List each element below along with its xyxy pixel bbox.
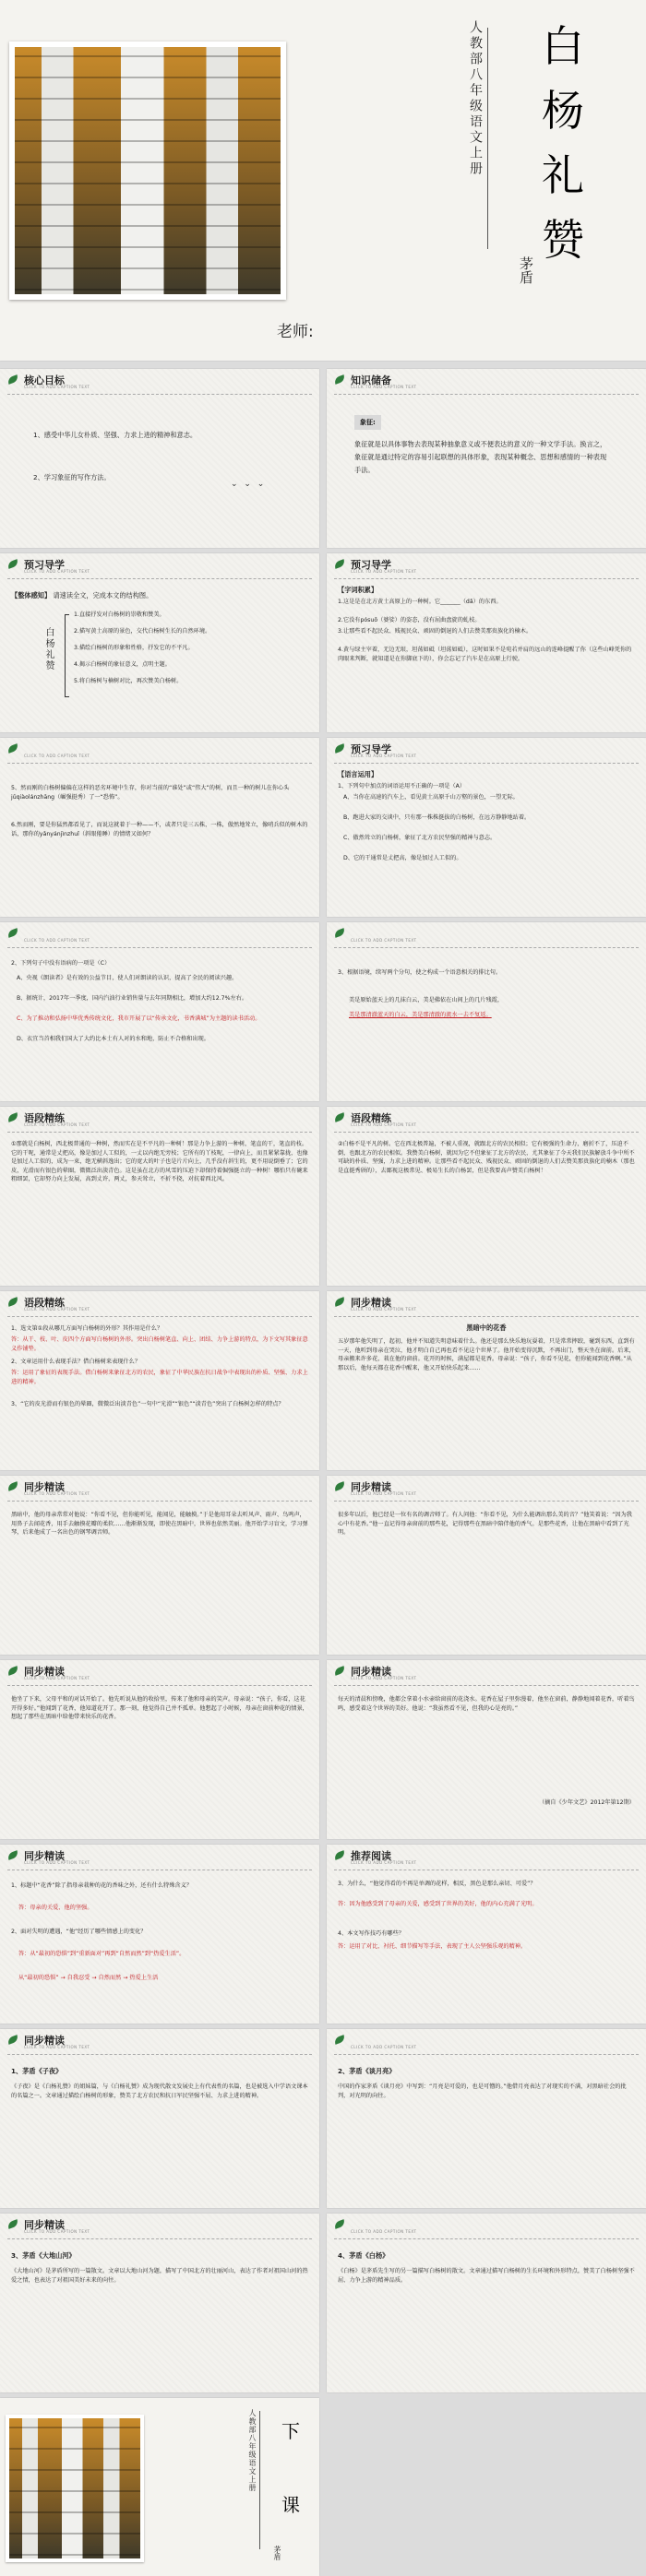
- slide-subtitle: CLICK TO ADD CAPTION TEXT: [351, 1491, 417, 1496]
- slide-title: 同步精读: [24, 1850, 65, 1862]
- slide-extension-1: [0, 2029, 319, 2208]
- goal-item: 2、学习象征的写作方法。: [33, 473, 111, 481]
- slide-title: 推荐阅读: [351, 1850, 391, 1862]
- cover-divider: [487, 28, 488, 249]
- question-text: 4、本文写作技巧有哪些？: [338, 1930, 404, 1937]
- slide-passage-2: [327, 1107, 646, 1286]
- slide-header: [327, 1660, 646, 1686]
- goal-item: 1、感受中华儿女朴质、坚强、力求上进的精神和意志。: [33, 431, 197, 439]
- arrow-icon: →: [91, 1975, 97, 1981]
- slide-header: [0, 1107, 319, 1133]
- vocab-item: 3.让那些看不起民众、贱视民众、顽固的倒退的人们去赞美那贵族化的楠木。: [338, 628, 532, 635]
- slide-subtitle: CLICK TO ADD CAPTION TEXT: [351, 1307, 417, 1312]
- slide-header: [327, 1107, 646, 1133]
- end-photo-frame: [6, 2415, 144, 2562]
- slide-header: [0, 2029, 319, 2055]
- vocab-item: 6.然而刚，要是你猛然都看见了，而说这就着于一种——不，或者只是三五株、一株，傲然地耸立，像哨兵似的树木的话，那你的yǎnyánjìnzhuǐ（斜眼倦睡）的情绪又如何？: [11, 822, 308, 837]
- slide-reading-2: [0, 1476, 319, 1655]
- leaf-icon: [333, 2219, 346, 2229]
- structure-brace: [65, 614, 69, 697]
- slide-header: [0, 553, 319, 579]
- answer-text: 答：母亲的关爱、他的坚强。: [18, 1905, 93, 1911]
- slide-subtitle: CLICK TO ADD CAPTION TEXT: [351, 2045, 417, 2049]
- leaf-icon: [6, 2035, 19, 2045]
- cover-title: [531, 14, 595, 272]
- option-item: B、据统计，2017年一季度，国内汽油行业销售量与去年同期相比，增加大约12.7%左右。: [17, 995, 248, 1002]
- answer-text: 答：因为他感受到了母亲的关爱，感受到了世界的美好，他的内心充满了光明。: [338, 1901, 538, 1907]
- slide-header: [0, 369, 319, 395]
- answer-text: 答：从干、枝、叶、皮四个方面写白杨树的外形。突出白杨树笔直、向上、团结、力争上游的特点，为下文写其象征意义作铺垫。: [11, 1336, 308, 1352]
- slide-reading-1: [327, 1291, 646, 1470]
- slide-title: 同步精读: [351, 1481, 391, 1493]
- vocab-item: 5、然而刚的白杨树偏偏在这样的恶劣环境中生存，你对当前的“谁处”或“伟大”的树，而且一种的树儿在你心头jǔqiàolánzhāng（崛强挺秀）了一“恐怖”。: [11, 785, 290, 801]
- leaf-icon: [333, 1666, 346, 1676]
- leaf-icon: [333, 1297, 346, 1307]
- flow-step: 自然而然: [98, 1975, 122, 1981]
- header-line: [334, 1685, 639, 1686]
- extension-text: 《大地山河》是茅盾所写的一篇散文。文章以大地山河为题，描写了中国北方的壮丽河山，表达了作者对祖国山河的热爱之情，也表达了对祖国美好未来的向往。: [11, 2268, 308, 2284]
- header-line: [334, 394, 639, 395]
- birch-photo: [15, 47, 281, 294]
- leaf-icon: [6, 1481, 19, 1491]
- slide-subtitle: CLICK TO ADD CAPTION TEXT: [24, 1491, 90, 1496]
- header-line: [7, 1501, 312, 1502]
- teacher-label: 老师:: [277, 323, 314, 341]
- slide-language-use: [327, 738, 646, 917]
- header-line: [334, 1132, 639, 1133]
- structure-root: 白杨礼赞: [43, 627, 54, 671]
- end-slide: [0, 2398, 319, 2576]
- slide-parallel-sentence: [327, 922, 646, 1101]
- slide-subtitle: CLICK TO ADD CAPTION TEXT: [351, 2229, 417, 2234]
- slide-title: 同步精读: [351, 1297, 391, 1309]
- slide-header: [0, 1291, 319, 1317]
- extension-text: 《子夜》是《白杨礼赞》的姐妹篇，与《白杨礼赞》成为现代散文发展史上有代表性的名篇，也是被选入中学语文课本的名篇之一。文章通过描绘白杨树的形象，赞美了北方农民和抗日军民坚强不屈、力求上进的精神。: [11, 2083, 308, 2099]
- slide-header: [327, 1291, 646, 1317]
- reading-text: 黑暗中，他的母亲常常对他说：“你看不见，但你能听见，能闻见，能触摸。”于是他用耳朵去听风声、雨声、鸟鸣声，用鼻子去闻花香，用手去触摸花瓣的柔软……他渐渐发现，即使在黑暗中，世界也依然美丽。他开始学习盲文，学习弹琴，后来他成了一名出色的钢琴调音师。: [11, 1512, 308, 1536]
- extension-heading: 1、茅盾《子夜》: [11, 2067, 63, 2075]
- question-text: 3、根据语境，续写两个分句，使之构成一个语意相关的排比句。: [338, 969, 502, 976]
- slide-header: [327, 2214, 646, 2239]
- question-text: 1、选文第①段从哪几方面写白杨树的外形？其作用是什么？: [11, 1325, 163, 1332]
- cover-photo-frame: [9, 42, 286, 300]
- slide-subtitle: CLICK TO ADD CAPTION TEXT: [24, 938, 90, 943]
- slide-subtitle: CLICK TO ADD CAPTION TEXT: [351, 385, 417, 389]
- birds-decoration: ⌄ ⌄ ⌄: [231, 480, 267, 489]
- slide-title: 知识储备: [351, 374, 391, 386]
- slide-header: [327, 738, 646, 764]
- slide-vocab-continued: [0, 738, 319, 917]
- slide-reading-3: [327, 1476, 646, 1655]
- option-item: D、它的干通常是丈把高，像是加过人工似的。: [343, 855, 462, 861]
- slide-header: [327, 922, 646, 948]
- header-line: [7, 2238, 312, 2239]
- header-line: [334, 2238, 639, 2239]
- end-divider: [259, 2411, 260, 2549]
- extension-text: 《白杨》是茅盾先生写的另一篇描写白杨树的散文。文章通过描写白杨树的生长环境和外形特点，赞美了白杨树坚强不屈、力争上游的精神品质。: [338, 2268, 635, 2284]
- section-tag: 【字词积累】: [338, 586, 378, 594]
- slide-extension-2: [327, 2029, 646, 2208]
- leaf-icon: [6, 374, 19, 385]
- sentence-given: 美是原始蓝天上的几抹白云，美是佛依在山间上的几片残霞，: [349, 997, 504, 1003]
- cover-title-char: 杨: [542, 86, 584, 136]
- flow-step: 从“最初的恐惧”: [18, 1975, 59, 1981]
- slide-subtitle: CLICK TO ADD CAPTION TEXT: [351, 569, 417, 574]
- arrow-icon: →: [60, 1975, 66, 1981]
- leaf-icon: [6, 1112, 19, 1122]
- vocab-item: 4.黄与绿主宰着，无边无垠，坦荡如砥（坦荡如砥），这时如果不是宛若并肩的远山的连峰提醒了你（这些山峰凭你的肉眼来判断，就知道是在你脚底下的），你会忘记了汽车是在高原上行驶。: [338, 647, 632, 662]
- reading-text: 很多年以后，他已经是一位有名的调音师了。有人问他：“你看不见，为什么能调出那么美的音？”他笑着说：“因为我心中有花香。”他一直记得母亲窗前的那些花，记得那些在黑暗中陪伴他的香气。是那些花香，让他在黑暗中看到了光明。: [338, 1512, 632, 1536]
- slide-header: [0, 2214, 319, 2239]
- slide-header: [327, 369, 646, 395]
- option-item-correct: C、为了推动和弘扬中华优秀传统文化，我市开展了以“传承文化，书香满城”为主题的读书活动。: [17, 1015, 261, 1022]
- slide-header: [0, 1660, 319, 1686]
- option-item: C、傲然耸立的白杨树，象征了北方农民坚强的精神与意志。: [343, 835, 496, 841]
- cover-title-char: 礼: [542, 150, 584, 200]
- slide-subtitle: CLICK TO ADD CAPTION TEXT: [24, 569, 90, 574]
- header-line: [334, 1316, 639, 1317]
- extension-heading: 3、茅盾《大地山河》: [11, 2251, 76, 2260]
- cover-book-label: 人教部八年级语文上册: [468, 20, 483, 177]
- answer-text: 答：运用了象征的表现手法。借白杨树来象征北方的农民，象征了中华民族在抗日战争中表现出的朴质、坚强、力求上进的精神。: [11, 1370, 308, 1385]
- leaf-icon: [6, 928, 19, 938]
- slide-subtitle: CLICK TO ADD CAPTION TEXT: [24, 1676, 90, 1680]
- question-text: 2、文章运用什么表现手法？借白杨树来表现什么？: [11, 1359, 141, 1365]
- slide-knowledge: [327, 369, 646, 548]
- slide-passage-questions: [0, 1291, 319, 1470]
- structure-item: 4.揭示白杨树的象征意义，点明主题。: [74, 661, 171, 668]
- birch-photo: [9, 2418, 140, 2558]
- header-line: [7, 947, 312, 948]
- header-line: [7, 1316, 312, 1317]
- slide-title: 语段精练: [351, 1112, 391, 1124]
- reading-text: 五岁那年他失明了，起初，他并不知道失明意味着什么。他还是那么快乐地玩耍着，只是常常摔跤，碰到东西，直到有一天，他听到母亲在哭泣，他才明白自己再也看不见这个世界了。他开始变得沉默，不再出门，整天坐在窗前。后来，母亲搬来许多花，栽在他的窗前。花开的时候，满屋都是花香。母亲说：“孩子，你看不见花，但你能闻到花香啊。”从那以后，他每天都在花香中醒来，他又开始快乐起来……: [338, 1338, 635, 1371]
- slide-preview-vocab: [327, 553, 646, 732]
- question-text: 1、标题中“花香”除了指母亲栽种的花的香味之外，还有什么特殊含义？: [11, 1882, 192, 1889]
- slide-subtitle: CLICK TO ADD CAPTION TEXT: [24, 1860, 90, 1865]
- header-line: [7, 2054, 312, 2055]
- structure-item: 3.描绘白杨树的形象和性格，抒发它的不平凡。: [74, 645, 194, 651]
- slide-preview-structure: [0, 553, 319, 732]
- vocab-item: 2.它没有pósuō（婆娑）的姿态，没有屈曲盘旋的虬枝。: [338, 617, 481, 623]
- header-line: [334, 947, 639, 948]
- slide-subtitle: CLICK TO ADD CAPTION TEXT: [351, 1676, 417, 1680]
- flow-step: 自我忍受: [66, 1975, 90, 1981]
- leaf-icon: [6, 1666, 19, 1676]
- slide-subtitle: CLICK TO ADD CAPTION TEXT: [351, 754, 417, 758]
- slide-sentence-check: [0, 922, 319, 1101]
- header-line: [334, 1501, 639, 1502]
- slide-title: 同步精读: [24, 2035, 65, 2047]
- slide-subtitle: CLICK TO ADD CAPTION TEXT: [351, 938, 417, 943]
- reading-text: 他坐了下来，父母平和的对话开始了。他先听说从他的收拾里，传来了他和母亲的笑声。母亲说：“孩子，你看，这花开得多好。”他闻到了花香，他知道花开了。那一刻，他觉得自己并不孤单。他想起了小时候，母亲在窗前种花的情景，想起了那些在黑暗中给他带来快乐的花香。: [11, 1696, 308, 1720]
- structure-item: 1.直接抒发对白杨树的崇敬和赞美。: [74, 611, 165, 618]
- slide-core-goals: [0, 369, 319, 548]
- leaf-icon: [333, 1112, 346, 1122]
- slide-title: 语段精练: [24, 1112, 65, 1124]
- slide-title: 预习导学: [24, 559, 65, 571]
- leaf-icon: [333, 2035, 346, 2045]
- structure-item: 5.将白杨树与楠树对比，再次赞美白杨树。: [74, 678, 183, 684]
- leaf-icon: [333, 928, 346, 938]
- slide-title: 核心目标: [24, 374, 65, 386]
- slide-header: [0, 1476, 319, 1502]
- header-line: [334, 578, 639, 579]
- sentence-answer: 美是那清澈蓝天的白云，美是那清澈的流水一去不复返。: [349, 1012, 492, 1018]
- header-line: [334, 2054, 639, 2055]
- emotion-flow: [18, 1974, 308, 1983]
- concept-tag: 象征:: [354, 415, 381, 430]
- slide-title: 预习导学: [351, 743, 391, 755]
- question-text: 1、下列句中加点的词语运用不正确的一项是（A）: [338, 783, 466, 789]
- answer-text: 答：运用了对比、衬托、细节描写等手法，表现了主人公坚强乐观的精神。: [338, 1943, 527, 1950]
- header-line: [7, 763, 312, 764]
- leaf-icon: [6, 1297, 19, 1307]
- slide-title: 语段精练: [24, 1297, 65, 1309]
- slide-header: [327, 553, 646, 579]
- extension-heading: 4、茅盾《白杨》: [338, 2251, 389, 2260]
- leaf-icon: [333, 1850, 346, 1860]
- slide-recommended: [327, 1845, 646, 2024]
- question-text: 3、为什么，“他觉得看的不再是单调的花样，相反，黑色是那么亲切、可爱”？: [338, 1881, 536, 1887]
- option-item: A、当你在高速的汽车上，看见黄土高原千山万壑的景色，一望无际。: [343, 794, 519, 801]
- slide-header: [0, 738, 319, 764]
- end-title-char: 下: [281, 2420, 300, 2442]
- leaf-icon: [6, 2219, 19, 2229]
- slide-subtitle: CLICK TO ADD CAPTION TEXT: [24, 2045, 90, 2049]
- slide-subtitle: CLICK TO ADD CAPTION TEXT: [351, 1122, 417, 1127]
- arrow-icon: →: [123, 1975, 128, 1981]
- cover-author: 茅盾: [518, 256, 534, 284]
- reading-text: 每天的清晨和傍晚，他都会拿着小水壶给窗前的花浇水。花香在屋子里弥漫着，他坐在窗前，静静地闻着花香，听着鸟鸣，感受着这个世界的美好。他说：“我虽然看不见，但我的心是亮的。”: [338, 1696, 635, 1712]
- slide-subtitle: CLICK TO ADD CAPTION TEXT: [24, 1122, 90, 1127]
- cover-title-char: 赞: [542, 215, 584, 265]
- leaf-icon: [333, 559, 346, 569]
- leaf-icon: [6, 1850, 19, 1860]
- option-item: A、央视《朗读者》是有效的公益节目，使人们对朗读的认识，提高了全民的阅读兴趣。: [17, 975, 238, 981]
- header-line: [7, 394, 312, 395]
- slide-extension-4: [327, 2214, 646, 2392]
- section-tag: [11, 590, 306, 600]
- header-line: [7, 578, 312, 579]
- slide-title: 同步精读: [24, 2219, 65, 2231]
- slide-header: [0, 1845, 319, 1870]
- cover-title-char: 白: [542, 21, 584, 71]
- question-text: 2、下列句子中没有语病的一项是（C）: [11, 960, 111, 967]
- slide-subtitle: CLICK TO ADD CAPTION TEXT: [24, 2229, 90, 2234]
- cover-slide: [0, 0, 646, 361]
- leaf-icon: [333, 374, 346, 385]
- end-author: 茅盾: [273, 2546, 281, 2560]
- reading-heading: 黑暗中的花香: [466, 1324, 507, 1332]
- tag-text: 【整体感知】: [11, 591, 52, 599]
- answer-text: 答：从“最初的恐惧”到“重新面对”再到“自然而然”到“热爱生活”。: [18, 1951, 185, 1957]
- structure-item: 2.描写黄土高原的景色，交代白杨树生长的自然环境。: [74, 628, 211, 635]
- leaf-icon: [333, 1481, 346, 1491]
- slide-header: [327, 1476, 646, 1502]
- slide-header: [327, 2029, 646, 2055]
- passage-text: ①那就是白杨树，西北极普通的一种树，然而实在是不平凡的一种树！那是力争上游的一种树，笔直的干，笔直的枝。它的干呢，通常是丈把高，像是加过人工似的，一丈以内绝无旁枝；它所有的丫枝呢，一律向上，而且紧紧靠拢，也像是加过人工似的，成为一束，绝无横斜逸出；它的宽大的叶子也是片片向上，几乎没有斜生的，更不用说倒垂了；它的皮，光滑而有银色的晕圈，微微泛出淡青色。这是虽在北方的风雪的压迫下却保持着倔强挺立的一种树！哪怕只有碗来粗细罢，它却努力向上发展，高到丈许，两丈，参天耸立，不折不挠，对抗着西北风。: [11, 1141, 308, 1182]
- question-text: 3、“它的皮光滑而有银色的晕圈，微微泛出淡青色”一句中“光滑”“银色”“淡青色”突出了白杨树怎样的特点？: [11, 1401, 284, 1407]
- slide-reading-5: [327, 1660, 646, 1839]
- slide-extension-3: [0, 2214, 319, 2392]
- slide-reading-questions: [0, 1845, 319, 2024]
- slide-subtitle: CLICK TO ADD CAPTION TEXT: [351, 1860, 417, 1865]
- leaf-icon: [333, 743, 346, 754]
- vocab-item: 1.这是是在北方黄土高原上的一种树。它_______（dǎ）的东西。: [338, 599, 502, 605]
- leaf-icon: [6, 743, 19, 754]
- slide-reading-4: [0, 1660, 319, 1839]
- option-item: D、衣宜当首相我们国大了大约比本土有人对的水和地，防止不合格和出现。: [17, 1036, 209, 1042]
- concept-text: 象征就是以具体事物去表现某种抽象意义或不便表达的意义的一种文学手法。换言之，象征就是通过特定的容易引起联想的具体形象，表现某种概念、思想和感情的一种表现手法。: [354, 440, 607, 474]
- slide-title: 同步精读: [24, 1481, 65, 1493]
- intro-text: 请速读全文，完成本文的结构图。: [53, 591, 153, 599]
- end-book-label: 人教部八年级语文上册: [248, 2409, 257, 2492]
- header-line: [334, 763, 639, 764]
- question-text: 2、面对失明的遭遇，“他”经历了哪些情感上的变化？: [11, 1929, 147, 1935]
- section-tag: 【语言运用】: [338, 770, 378, 778]
- header-line: [7, 1685, 312, 1686]
- header-line: [7, 1132, 312, 1133]
- passage-text: ②白杨不是平凡的树。它在西北极普遍，不被人重视，就跟北方的农民相似；它有极强的生命力，磨折不了，压迫不倒，也跟北方的农民相似。我赞美白杨树，就因为它不但象征了北方的农民，尤其象征了今天我们民族解放斗争中所不可缺的朴质、坚强，力求上进的精神。让那些看不起民众、贱视民众、顽固的倒退的人们去赞美那贵族化的楠木（那也是直挺秀颀的），去鄙视这极常见、极易生长的白杨罢，但是我要高声赞美白杨树！: [338, 1141, 635, 1174]
- slide-title: 预习导学: [351, 559, 391, 571]
- reading-source: （摘自《少年文艺》2012年第12期）: [538, 1799, 635, 1806]
- slide-passage-1: [0, 1107, 319, 1286]
- slide-subtitle: CLICK TO ADD CAPTION TEXT: [24, 1307, 90, 1312]
- slide-title: 同步精读: [24, 1666, 65, 1678]
- slide-header: [327, 1845, 646, 1870]
- leaf-icon: [6, 559, 19, 569]
- flow-step: 热爱上生活: [129, 1975, 159, 1981]
- extension-heading: 2、茅盾《谈月亮》: [338, 2067, 396, 2075]
- slide-subtitle: CLICK TO ADD CAPTION TEXT: [24, 385, 90, 389]
- slide-subtitle: CLICK TO ADD CAPTION TEXT: [24, 754, 90, 758]
- end-title-char: 课: [281, 2494, 300, 2516]
- option-item: B、跑进大家的交谈中，只有那一株株挺拔的白杨树，在远方静静地站着。: [343, 814, 531, 821]
- extension-text: 中国的作家茅盾《谈月亮》中写到：“月亮是可爱的，也是可憎的。”他借月亮表达了对现实的不满，对黑暗社会的批判，对光明的向往。: [338, 2083, 627, 2099]
- slide-header: [0, 922, 319, 948]
- slide-title: 同步精读: [351, 1666, 391, 1678]
